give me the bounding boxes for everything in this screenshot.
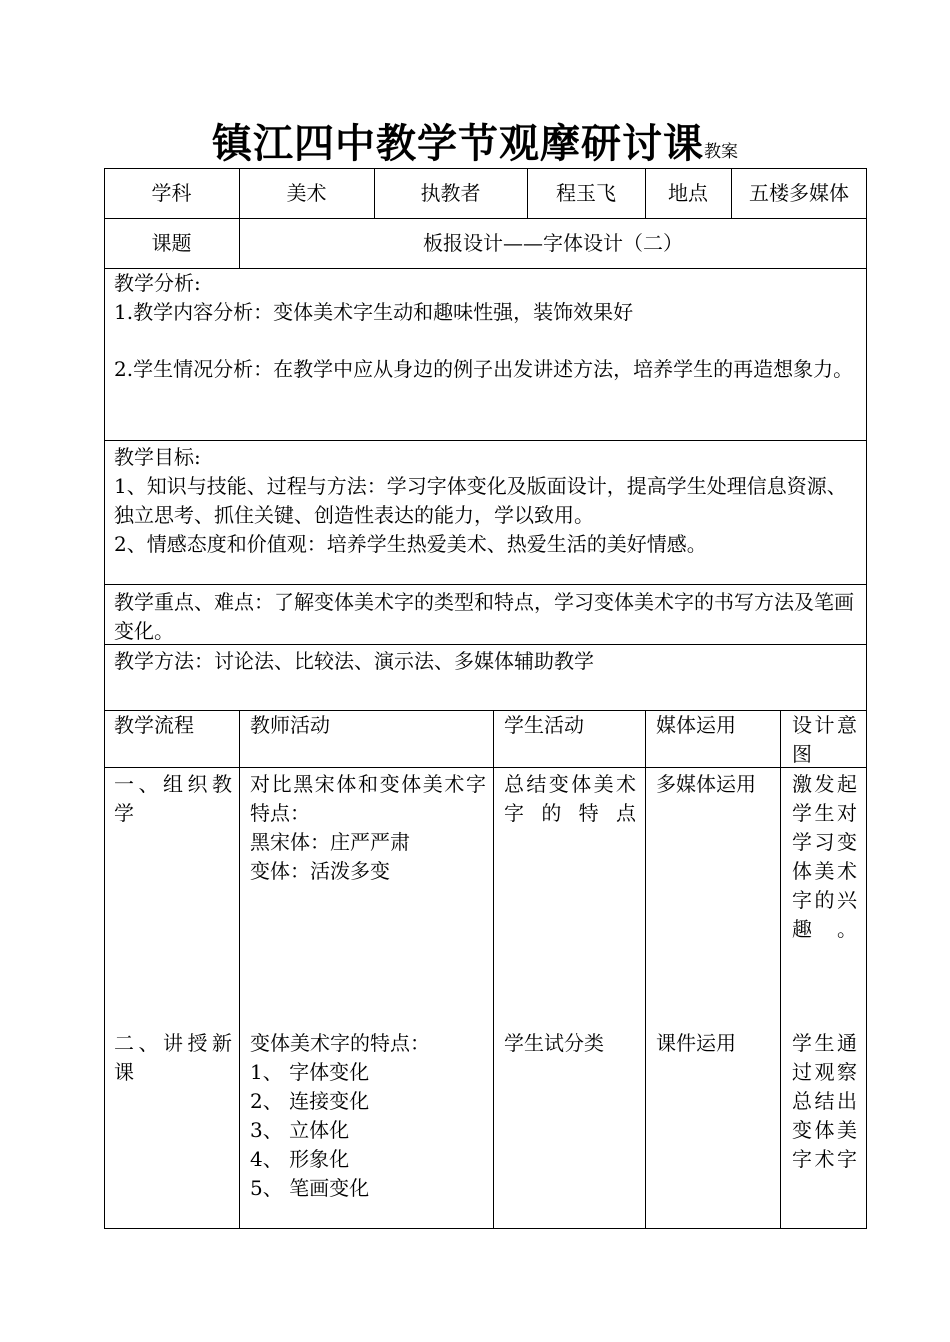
flow-row1-student: 总结变体美术字的特点	[504, 772, 636, 825]
col-divider	[780, 710, 781, 1229]
document-title	[0, 112, 950, 169]
objectives-attitude: 2、情感态度和价值观：培养学生热爱美术、热爱生活的美好情感。	[114, 532, 707, 556]
flow-header-media: 媒体运用	[656, 713, 736, 737]
analysis-heading: 教学分析:	[114, 271, 201, 295]
row-divider	[104, 767, 867, 768]
teacher-value: 程玉飞	[556, 181, 616, 205]
key-points: 教学重点、难点：了解变体美术字的类型和特点，学习变体美术字的书写方法及笔画变化。	[114, 590, 854, 643]
title-suffix: 教案	[704, 142, 738, 162]
topic-label: 课题	[151, 231, 192, 255]
flow-header-student: 学生活动	[504, 713, 584, 737]
flow-row1-teacher: 对比黑宋体和变体美术字特点： 黑宋体：庄严严肃 变体：活泼多变	[250, 772, 486, 883]
flow-row2-student: 学生试分类	[504, 1031, 604, 1055]
row-divider	[104, 584, 867, 585]
flow-row2-intent: 学生通过观察总结出变体美字术字	[792, 1031, 857, 1171]
flow-row1-intent: 激发起学生对学习变体美术字的兴趣。	[792, 772, 857, 941]
title-main: 镇江四中教学节观摩研讨课	[212, 120, 704, 167]
teaching-methods: 教学方法：讨论法、比较法、演示法、多媒体辅助教学	[114, 649, 594, 673]
flow-row2-teacher: 变体美术字的特点： 1、 字体变化 2、 连接变化 3、 立体化 4、 形象化 5、 笔画变化	[250, 1031, 430, 1200]
teacher-label: 执教者	[420, 181, 481, 205]
flow-row1-process: 一、组织教学	[114, 772, 232, 825]
subject-value: 美术	[286, 181, 327, 205]
col-divider	[493, 710, 494, 1229]
flow-header-teacher: 教师活动	[250, 713, 330, 737]
row-divider	[104, 218, 867, 219]
location-value: 五楼多媒体	[749, 181, 849, 205]
col-divider	[645, 710, 646, 1229]
analysis-content: 1.教学内容分析：变体美术字生动和趣味性强，装饰效果好	[114, 300, 634, 324]
flow-row1-media: 多媒体运用	[656, 772, 756, 796]
flow-header-intent: 设计意图	[792, 713, 857, 766]
objectives-heading: 教学目标:	[114, 445, 201, 469]
flow-row2-process: 二、讲授新课	[114, 1031, 232, 1084]
analysis-student: 2.学生情况分析：在教学中应从身边的例子出发讲述方法，培养学生的再造想象力。	[114, 357, 854, 381]
subject-label: 学科	[151, 181, 192, 205]
objectives-knowledge: 1、知识与技能、过程与方法：学习字体变化及版面设计，提高学生处理信息资源、独立思考、抓住关键、创造性表达的能力，学以致用。	[114, 474, 847, 527]
col-divider	[239, 710, 240, 1229]
topic-value: 板报设计——字体设计（二）	[423, 231, 683, 255]
flow-row2-media: 课件运用	[656, 1031, 736, 1055]
row-divider	[104, 440, 867, 441]
flow-header-process: 教学流程	[114, 713, 194, 737]
location-label: 地点	[668, 181, 708, 205]
